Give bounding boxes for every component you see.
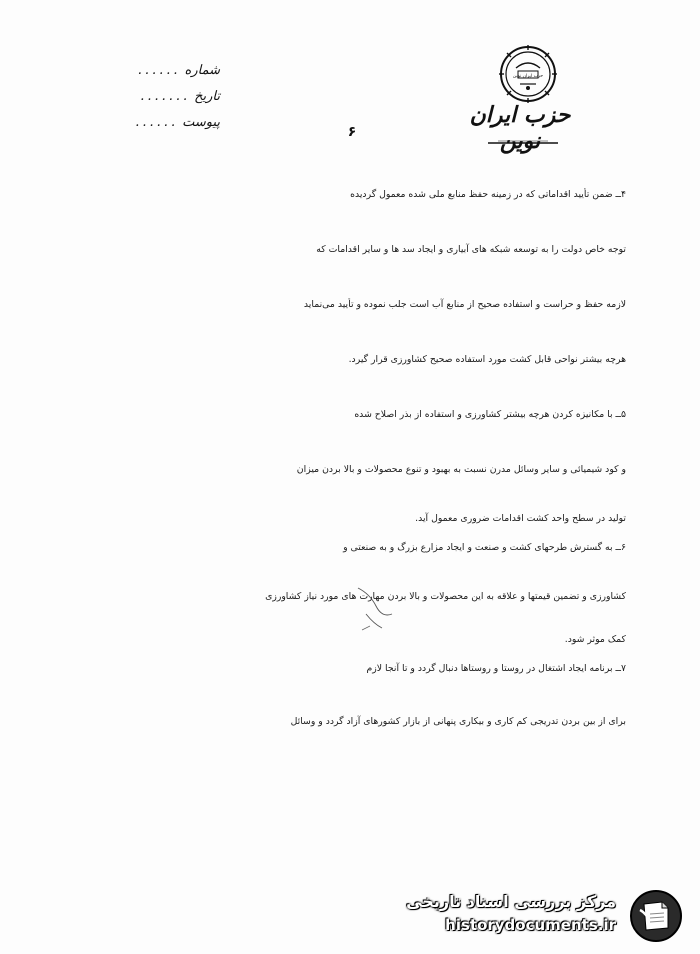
body-line: ۴ــ ضمن تأیید اقداماتی که در زمینه حفظ منابع ملی شده معمول گردیده (350, 189, 626, 200)
body-line: کشاورزی و تضمین قیمتها و علاقه به این محصولات و بالا بردن مهارت های مورد نیاز کشاورزی (265, 591, 626, 602)
body-line: لازمه حفظ و حراست و استفاده صحیح از منابع آب است جلب نموده و تأیید می‌نماید (303, 299, 626, 310)
document-meta-fields (60, 58, 220, 136)
meta-number-dots: ...... (137, 63, 181, 78)
archive-logo-icon (628, 888, 684, 944)
meta-attachment-label: پیوست (182, 115, 220, 130)
meta-attachment-row (60, 110, 220, 136)
meta-date-label: تاریخ (194, 89, 220, 104)
party-emblem-icon (498, 44, 558, 104)
document-body (66, 178, 626, 728)
body-line: ۷ــ برنامه ایجاد اشتغال در روستا و روستاها دنبال گردد و تا آنجا لازم (366, 663, 626, 674)
page-number: ۶ (347, 124, 357, 140)
watermark-url: historydocuments.ir (445, 916, 616, 934)
body-line: برای از بین بردن تدریجی کم کاری و بیکاری پنهانی از بازار کشورهای آزاد گردد و وسائل (290, 716, 626, 727)
party-name: حزب ایران نوین (469, 102, 571, 154)
handwritten-mark-icon (352, 584, 402, 636)
body-line: هرچه بیشتر نواحی قابل کشت مورد استفاده صحیح کشاورزی قرار گیرد. (348, 354, 626, 365)
body-line: و کود شیمیائی و سایر وسائل مدرن نسبت به بهبود و تنوع محصولات و بالا بردن میزان (296, 464, 626, 475)
body-line: توجه خاص دولت را به توسعه شبکه های آبیاری و ایجاد سد ها و سایر اقدامات که (316, 244, 626, 255)
body-line: ۶ــ به گسترش طرحهای کشت و صنعت و ایجاد مزارع بزرگ و به صنعتی و (343, 542, 626, 553)
watermark (406, 886, 686, 946)
emblem-text: حزب ایران نوین (512, 74, 544, 79)
body-line: تولید در سطح واحد کشت اقدامات ضروری معمول آید. (415, 513, 626, 524)
meta-number-label: شماره (184, 63, 220, 78)
meta-date-dots: ....... (140, 89, 191, 104)
meta-date-row (60, 84, 220, 110)
watermark-title: مرکز بررسی اسناد تاریخی (406, 892, 616, 911)
meta-attachment-dots: ...... (135, 115, 179, 130)
header-ornament-rule (488, 140, 558, 146)
meta-number-row (60, 58, 220, 84)
body-line: ۵ــ با مکانیزه کردن هرچه بیشتر کشاورزی و استفاده از بذر اصلاح شده (354, 409, 626, 420)
body-line: کمک موثر شود. (564, 634, 626, 645)
